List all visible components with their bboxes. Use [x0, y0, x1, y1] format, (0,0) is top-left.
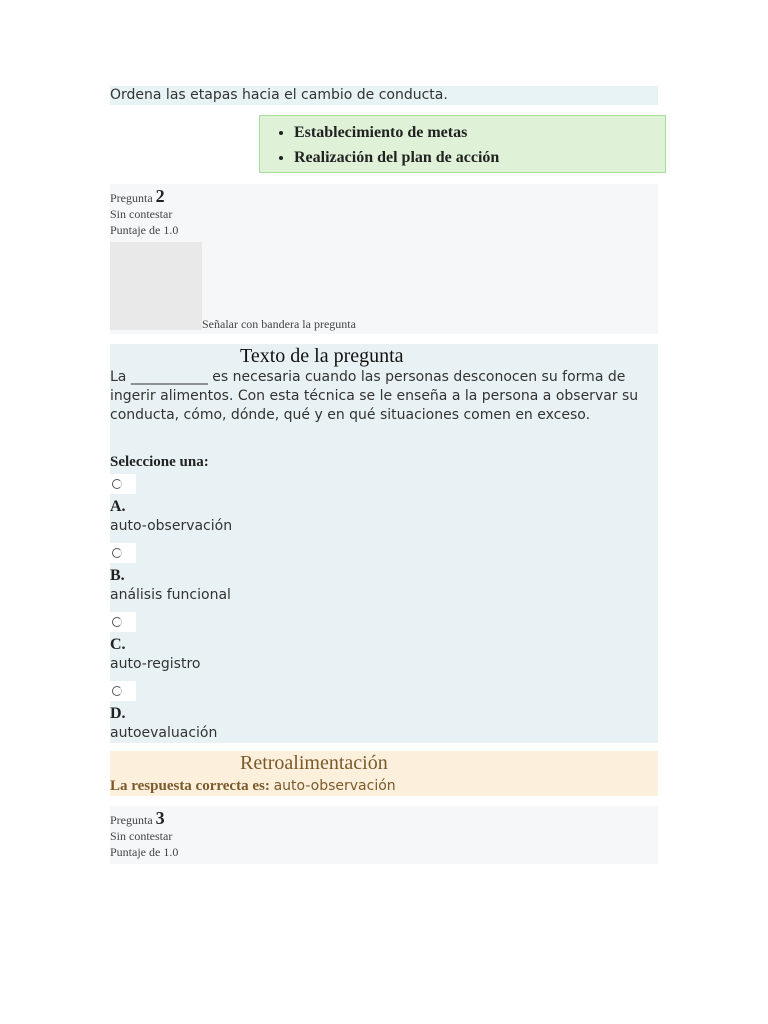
radio-icon	[112, 617, 122, 627]
option-c-text: auto-registro	[110, 656, 201, 672]
question-status: Sin contestar	[110, 207, 173, 221]
option-d-letter: D.	[110, 705, 126, 722]
question-label: Pregunta	[110, 191, 153, 205]
option-c-letter: C.	[110, 636, 126, 653]
feedback-heading: Retroalimentación	[240, 752, 388, 774]
radio-icon	[112, 548, 122, 558]
feedback-panel	[110, 751, 658, 796]
option-b-text: análisis funcional	[110, 587, 231, 603]
question-number	[110, 184, 658, 206]
option-a-text: auto-observación	[110, 518, 233, 534]
order-list	[260, 120, 665, 170]
correct-order-box	[259, 115, 666, 173]
question-status: Sin contestar	[110, 829, 173, 843]
question-3-info	[110, 806, 658, 864]
correct-answer-value: auto-observación	[273, 778, 396, 794]
question-2-content	[110, 344, 658, 743]
radio-icon	[112, 479, 122, 489]
question-text-heading: Texto de la pregunta	[240, 345, 404, 367]
question-label: Pregunta	[110, 813, 153, 827]
question-score: Puntaje de 1.0	[110, 223, 179, 237]
radio-icon	[112, 686, 122, 696]
option-d-radio[interactable]	[110, 681, 136, 701]
option-b-letter: B.	[110, 567, 125, 584]
question-number-value: 2	[155, 186, 165, 206]
option-b-radio[interactable]	[110, 543, 136, 563]
question-number-value: 3	[155, 808, 165, 828]
flag-question-link[interactable]: Señalar con bandera la pregunta	[202, 317, 356, 331]
select-one-label: Seleccione una:	[110, 454, 209, 470]
option-d-text: autoevaluación	[110, 725, 218, 741]
question-1-prompt: Ordena las etapas hacia el cambio de conducta.	[110, 86, 658, 105]
correct-answer-label: La respuesta correcta es:	[110, 778, 270, 794]
option-a-radio[interactable]	[110, 474, 136, 494]
order-item-2: • Realización del plan de acción	[294, 145, 665, 170]
flag-icon[interactable]	[110, 242, 202, 330]
order-item-1: • Establecimiento de metas	[294, 120, 665, 145]
question-2-info	[110, 184, 658, 334]
question-number	[110, 806, 658, 828]
correct-answer-line	[110, 777, 396, 796]
option-c-radio[interactable]	[110, 612, 136, 632]
question-score: Puntaje de 1.0	[110, 845, 179, 859]
question-text: La ___________ es necesaria cuando las personas desconocen su forma de ingerir alimentos. Con esta técnica se le enseña a la persona a observar su conducta, cómo, dónde, qué y en qué situaciones comen en exceso.	[110, 369, 639, 423]
option-a-letter: A.	[110, 498, 126, 515]
